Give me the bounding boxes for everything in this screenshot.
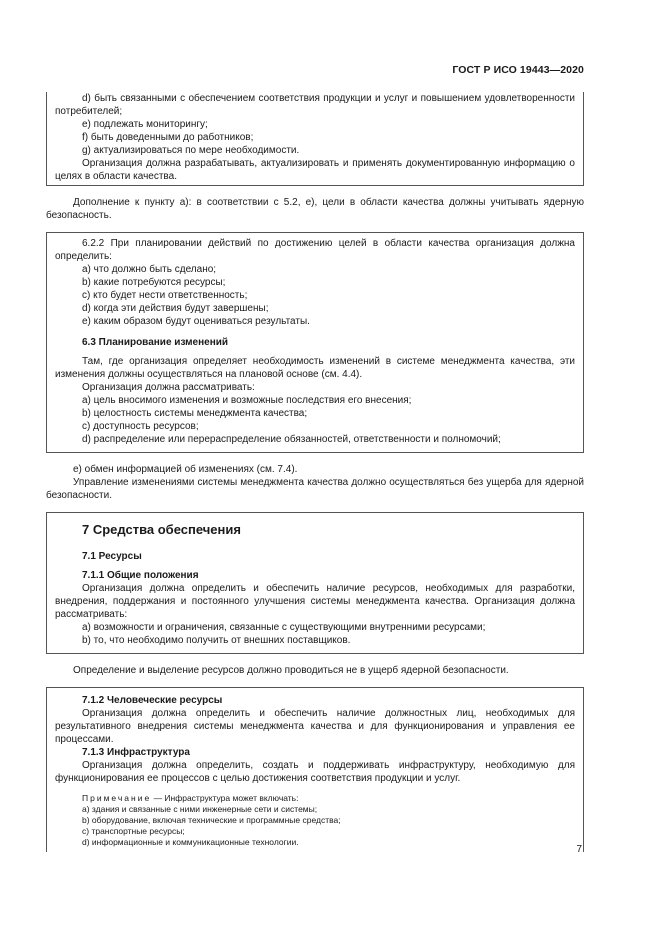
list-item: g) актуализироваться по мере необходимости. <box>82 145 300 156</box>
paragraph: Организация должна рассматривать: <box>82 382 255 393</box>
subsubsection-heading: 7.1.3 Инфраструктура <box>82 747 190 758</box>
subsubsection-heading: 7.1.2 Человеческие ресурсы <box>82 695 223 706</box>
list-item: d) когда эти действия будут завершены; <box>82 303 269 314</box>
list-item: b) какие потребуются ресурсы; <box>82 277 226 288</box>
box-resources <box>46 512 584 654</box>
list-item: b) целостность системы менеджмента качества; <box>82 408 308 419</box>
addendum-text: Дополнение к пункту а): в соответствии с 5.2, е), цели в области качества должны учитывать ядерную безопасность. <box>46 197 584 221</box>
paragraph: Организация должна определить и обеспечить наличие ресурсов, необходимых для разработки, внедрения, поддержания и постоянного улучшения системы менеджмента качества. Организация должна рассматривать: <box>55 583 575 620</box>
after-planning-block <box>46 463 584 502</box>
note <box>55 793 575 804</box>
list-item: c) доступность ресурсов; <box>82 421 199 432</box>
note-item: d) информационные и коммуникационные технологии. <box>82 837 299 847</box>
subsubsection-heading: 7.1.1 Общие положения <box>82 570 199 581</box>
list-item: e) обмен информацией об изменениях (см. 7.4). <box>73 464 298 475</box>
list-item: d) быть связанными с обеспечением соответствия продукции и услуг и повышением удовлетворенности потребителей; <box>55 93 575 117</box>
addendum-block <box>46 196 584 222</box>
list-item: a) цель вносимого изменения и возможные последствия его внесения; <box>82 395 412 406</box>
box-planning <box>46 232 584 453</box>
note-item: c) транспортные ресурсы; <box>82 826 185 836</box>
paragraph: Организация должна определить и обеспечить наличие должностных лиц, необходимых для результативного внедрения системы менеджмента качества и для функционирования и управления ее процессами. <box>55 708 575 745</box>
paragraph: 6.2.2 При планировании действий по достижению целей в области качества организация должна определить: <box>55 238 575 262</box>
list-item: f) быть доведенными до работников; <box>82 132 254 143</box>
list-item: e) каким образом будут оцениваться результаты. <box>82 316 310 327</box>
box-human-resources <box>46 687 584 852</box>
list-item: a) возможности и ограничения, связанные с существующими внутренними ресурсами; <box>82 622 486 633</box>
note-item: b) оборудование, включая технические и программные средства; <box>82 815 341 825</box>
note-item: a) здания и связанные с ними инженерные сети и системы; <box>82 804 318 814</box>
paragraph: Там, где организация определяет необходимость изменений в системе менеджмента качества, эти изменения должны осуществляться на плановой основе (см. 4.4). <box>55 356 575 380</box>
section-title: 7 Средства обеспечения <box>82 522 241 537</box>
document-header: ГОСТ Р ИСО 19443—2020 <box>452 64 584 76</box>
addendum-text: Определение и выделение ресурсов должно проводиться не в ущерб ядерной безопасности. <box>73 665 509 676</box>
list-item: a) что должно быть сделано; <box>82 264 217 275</box>
addendum-block <box>46 664 584 677</box>
list-item: b) то, что необходимо получить от внешних поставщиков. <box>82 635 351 646</box>
paragraph: Организация должна определить, создать и поддерживать инфраструктуру, необходимую для функционирования ее процессов с целью достижения соответствия продукции и услуг. <box>55 760 575 784</box>
list-item: c) кто будет нести ответственность; <box>82 290 248 301</box>
subsection-heading: 7.1 Ресурсы <box>82 551 142 562</box>
list-item: e) подлежать мониторингу; <box>82 119 208 130</box>
paragraph: Управление изменениями системы менеджмента качества должно осуществляться без ущерба для ядерной безопасности. <box>46 477 584 501</box>
page-content <box>46 92 584 862</box>
paragraph: Организация должна разрабатывать, актуализировать и применять документированную информацию о целях в области качества. <box>55 158 575 182</box>
page-number: 7 <box>576 844 582 855</box>
list-item: d) распределение или перераспределение обязанностей, ответственности и полномочий; <box>82 434 501 445</box>
box-quality-objectives <box>46 92 584 186</box>
section-heading: 6.3 Планирование изменений <box>82 337 229 348</box>
note-text: — Инфраструктура может включать: <box>151 793 299 803</box>
note-label: Примечание <box>82 793 152 803</box>
